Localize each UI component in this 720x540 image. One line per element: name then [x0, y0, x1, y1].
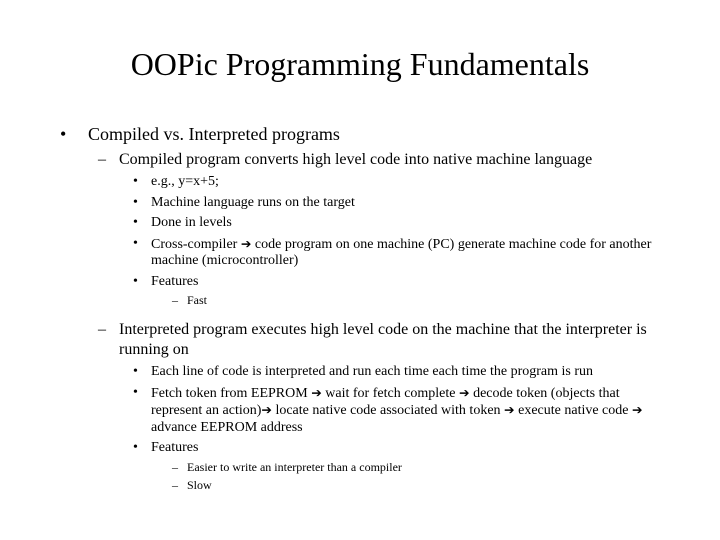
bullet-text: Easier to write an interpreter than a compiler: [187, 459, 402, 474]
bullet-text: Slow: [187, 477, 212, 492]
right-arrow-icon: ➔: [504, 402, 515, 417]
bullet-runs-on-target: [60, 195, 670, 212]
bullet-compiled-features: [60, 274, 670, 291]
bullet-compiled-vs-interpreted: [60, 122, 670, 146]
right-arrow-icon: ➔: [261, 402, 272, 417]
bullet-compiled-program: [60, 150, 670, 170]
dash-marker: –: [172, 459, 178, 474]
bullet-interpreted-features: [60, 440, 670, 457]
right-arrow-icon: ➔: [632, 402, 643, 417]
bullet-done-in-levels: [60, 215, 670, 232]
bullet-each-line: [60, 364, 670, 381]
bullet-text: Features: [151, 273, 199, 289]
bullet-marker: •: [133, 273, 138, 289]
bullet-text: Compiled program converts high level code into native machine language: [119, 151, 593, 168]
dash-marker: –: [172, 293, 178, 307]
bullet-text: Interpreted program executes high level code on the machine that the interpreter is running on: [119, 321, 647, 358]
bullet-text: [151, 236, 670, 270]
bullet-text: Compiled vs. Interpreted programs: [88, 124, 340, 144]
bullet-marker: •: [133, 215, 138, 230]
fetch-step-2: wait for fetch complete: [325, 385, 456, 401]
bullet-text: Features: [151, 440, 199, 455]
fetch-step-1: Fetch token from EEPROM: [151, 385, 308, 401]
slide-content: [60, 122, 670, 493]
bullet-interpreted-program: [60, 320, 670, 360]
bullet-marker: •: [133, 440, 138, 455]
bullet-marker: •: [60, 124, 67, 144]
slide-title: OOPic Programming Fundamentals: [130, 46, 590, 82]
right-arrow-icon: ➔: [311, 384, 322, 400]
cross-compiler-description: code program on one machine (PC) generate machine code for another machine (microcontroller): [151, 236, 652, 268]
bullet-easier: [60, 460, 670, 475]
bullet-text: [151, 385, 670, 437]
bullet-marker: •: [133, 174, 138, 189]
bullet-text: Fast: [187, 293, 208, 307]
bullet-marker: •: [133, 364, 138, 379]
bullet-marker: •: [133, 235, 138, 251]
dash-marker: –: [98, 321, 106, 338]
cross-compiler-label: Cross-compiler: [151, 236, 238, 252]
bullet-text: e.g., y=x+5;: [151, 174, 219, 189]
bullet-marker: •: [133, 384, 138, 400]
fetch-step-4: locate native code associated with token: [275, 403, 501, 418]
bullet-fetch-token: [60, 385, 670, 437]
bullet-marker: •: [133, 194, 138, 210]
bullet-cross-compiler: [60, 236, 670, 270]
bullet-example: [60, 174, 670, 191]
fetch-step-6: advance EEPROM address: [151, 419, 303, 435]
bullet-text: Done in levels: [151, 215, 232, 230]
bullet-text: Machine language runs on the target: [151, 194, 355, 210]
fetch-step-5: execute native code: [518, 403, 629, 418]
fetch-step-3: decode token (objects that represent an action): [151, 385, 620, 418]
right-arrow-icon: ➔: [240, 235, 252, 251]
dash-marker: –: [172, 477, 178, 492]
bullet-slow: [60, 478, 670, 493]
bullet-fast: [60, 293, 670, 308]
bullet-text: Each line of code is interpreted and run each time each time the program is run: [151, 364, 593, 379]
dash-marker: –: [98, 151, 106, 168]
right-arrow-icon: ➔: [459, 384, 470, 400]
